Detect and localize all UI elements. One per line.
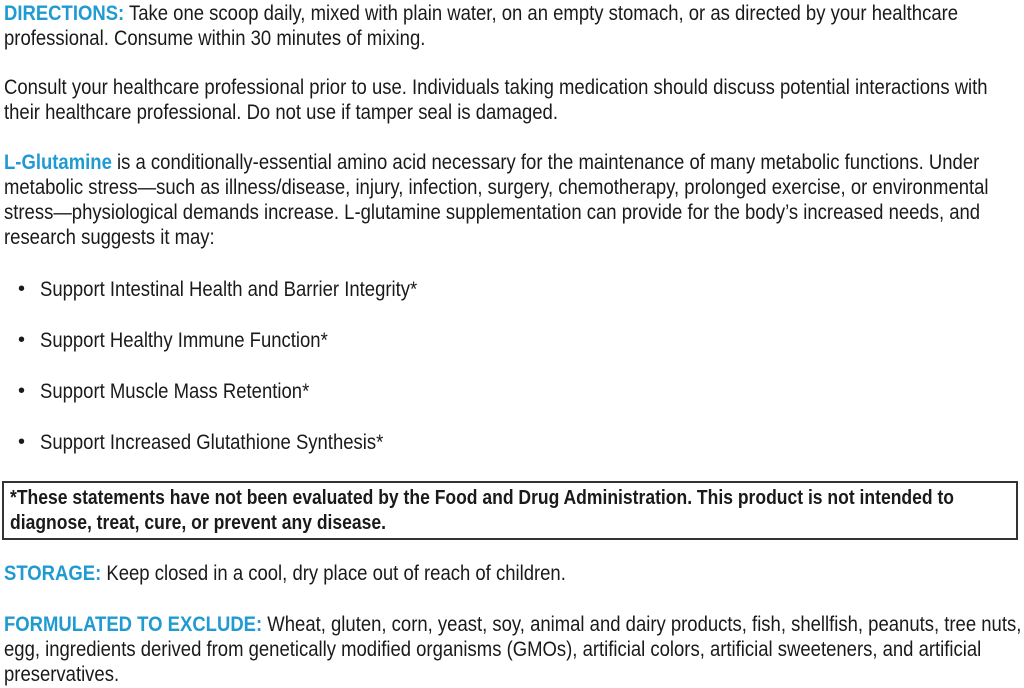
directions-line-2: professional. Consume within 30 minutes of mixing.: [4, 26, 426, 50]
exclusions-line-2: egg, ingredients derived from genetically modified organisms (GMOs), artificial colors, artificial sweeteners, and artificial: [4, 637, 982, 661]
consult-line-2: their healthcare professional. Do not use if tamper seal is damaged.: [4, 100, 558, 124]
bullet-icon: •: [18, 329, 26, 351]
bullet-icon: •: [18, 431, 26, 453]
description-line-2: metabolic stress—such as illness/disease, injury, infection, surgery, chemotherapy, prolonged exercise, or environmental: [4, 175, 989, 199]
disclaimer-line-2: diagnose, treat, cure, or prevent any disease.: [10, 511, 387, 534]
directions-line-1: [4, 1, 958, 26]
bullet-icon: •: [18, 380, 26, 402]
directions-text: Take one scoop daily, mixed with plain water, on an empty stomach, or as directed by your healthcare: [124, 1, 959, 25]
storage-text: Keep closed in a cool, dry place out of reach of children.: [101, 561, 566, 585]
disclaimer-line-1: *These statements have not been evaluated by the Food and Drug Administration. This product is not intended to: [10, 486, 954, 509]
storage-label: STORAGE:: [4, 561, 102, 585]
description-line-4: research suggests it may:: [4, 225, 215, 249]
description-line-1: [4, 150, 979, 175]
benefit-text: Support Healthy Immune Function*: [40, 328, 328, 352]
exclusions-line-3: preservatives.: [4, 662, 120, 686]
description-text: is a conditionally-essential amino acid necessary for the maintenance of many metabolic functions. Under: [111, 150, 980, 174]
exclusions-text: Wheat, gluten, corn, yeast, soy, animal and dairy products, fish, shellfish, peanuts, tree nuts,: [262, 612, 1022, 636]
description-line-3: stress—physiological demands increase. L-glutamine supplementation can provide for the body’s increased needs, and: [4, 200, 981, 224]
product-name: L-Glutamine: [4, 150, 112, 174]
storage-line: [4, 561, 566, 586]
benefit-text: Support Muscle Mass Retention*: [40, 379, 310, 403]
bullet-icon: •: [18, 278, 26, 300]
benefit-text: Support Increased Glutathione Synthesis*: [40, 430, 384, 454]
exclusions-line-1: [4, 612, 1021, 637]
directions-label: DIRECTIONS:: [4, 1, 125, 25]
consult-line-1: Consult your healthcare professional prior to use. Individuals taking medication should discuss potential interactions with: [4, 75, 988, 99]
benefit-text: Support Intestinal Health and Barrier Integrity*: [40, 277, 418, 301]
exclusions-label: FORMULATED TO EXCLUDE:: [4, 612, 263, 636]
